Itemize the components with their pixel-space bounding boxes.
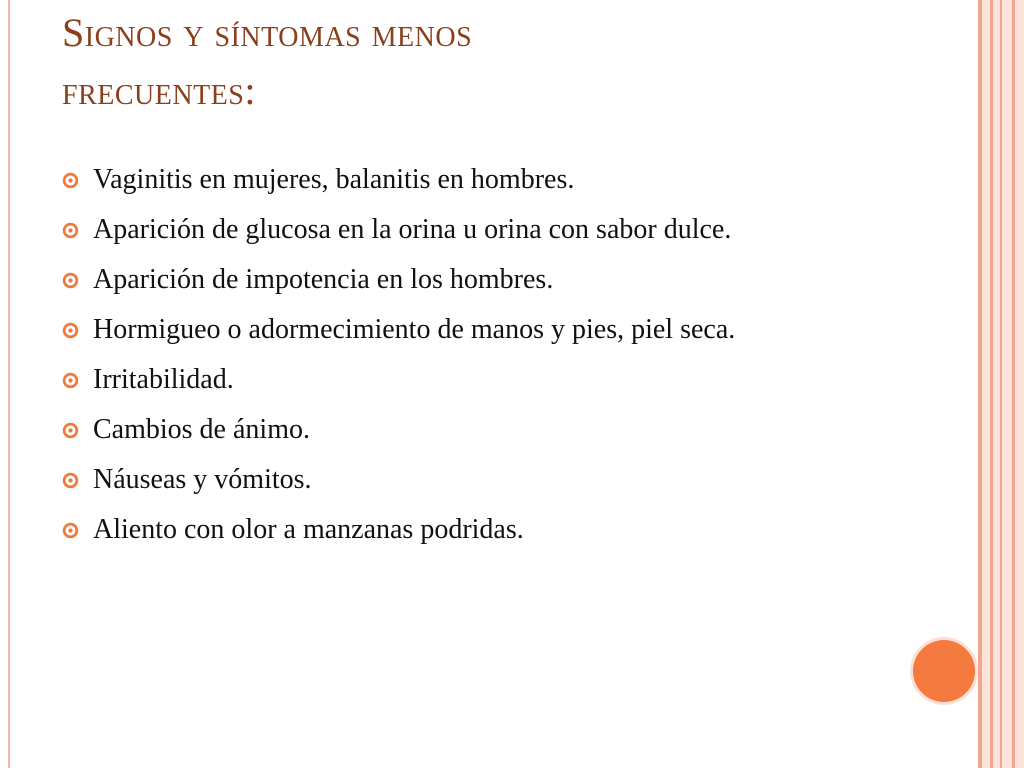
circle-bullet-icon	[62, 272, 79, 289]
bullet-item	[62, 210, 922, 249]
decorative-stripe	[1012, 0, 1015, 768]
decorative-stripe	[990, 0, 993, 768]
circle-bullet-icon	[62, 522, 79, 539]
circle-bullet-icon	[62, 422, 79, 439]
bullet-item	[62, 260, 922, 299]
slide-title-line-1: Signos y síntomas menos	[62, 10, 473, 55]
bullet-item	[62, 360, 922, 399]
circle-bullet-icon	[62, 172, 79, 189]
bullet-text: Náuseas y vómitos.	[93, 464, 312, 495]
bullet-text: Aparición de glucosa en la orina u orina con sabor dulce.	[93, 214, 732, 245]
bullet-text: Vaginitis en mujeres, balanitis en hombres.	[93, 164, 575, 195]
orange-circle-decoration	[913, 640, 975, 702]
bullet-text: Hormigueo o adormecimiento de manos y pies, piel seca.	[93, 314, 736, 345]
circle-bullet-icon	[62, 322, 79, 339]
bullet-text: Cambios de ánimo.	[93, 414, 310, 445]
bullet-text: Aliento con olor a manzanas podridas.	[93, 514, 524, 545]
decorative-stripe	[978, 0, 982, 768]
bullet-item	[62, 410, 922, 449]
circle-bullet-icon	[62, 472, 79, 489]
bullet-text: Aparición de impotencia en los hombres.	[93, 264, 554, 295]
bullet-item	[62, 160, 922, 199]
circle-bullet-icon	[62, 372, 79, 389]
decorative-stripe	[1000, 0, 1002, 768]
bullet-text: Irritabilidad.	[93, 364, 234, 395]
bullet-item	[62, 310, 922, 349]
bullet-item	[62, 510, 922, 549]
slide-title-line-2: frecuentes:	[62, 68, 256, 113]
bullet-item	[62, 460, 922, 499]
left-border-line	[8, 0, 10, 768]
slide-title	[62, 4, 942, 120]
bullet-list	[62, 160, 922, 560]
circle-bullet-icon	[62, 222, 79, 239]
